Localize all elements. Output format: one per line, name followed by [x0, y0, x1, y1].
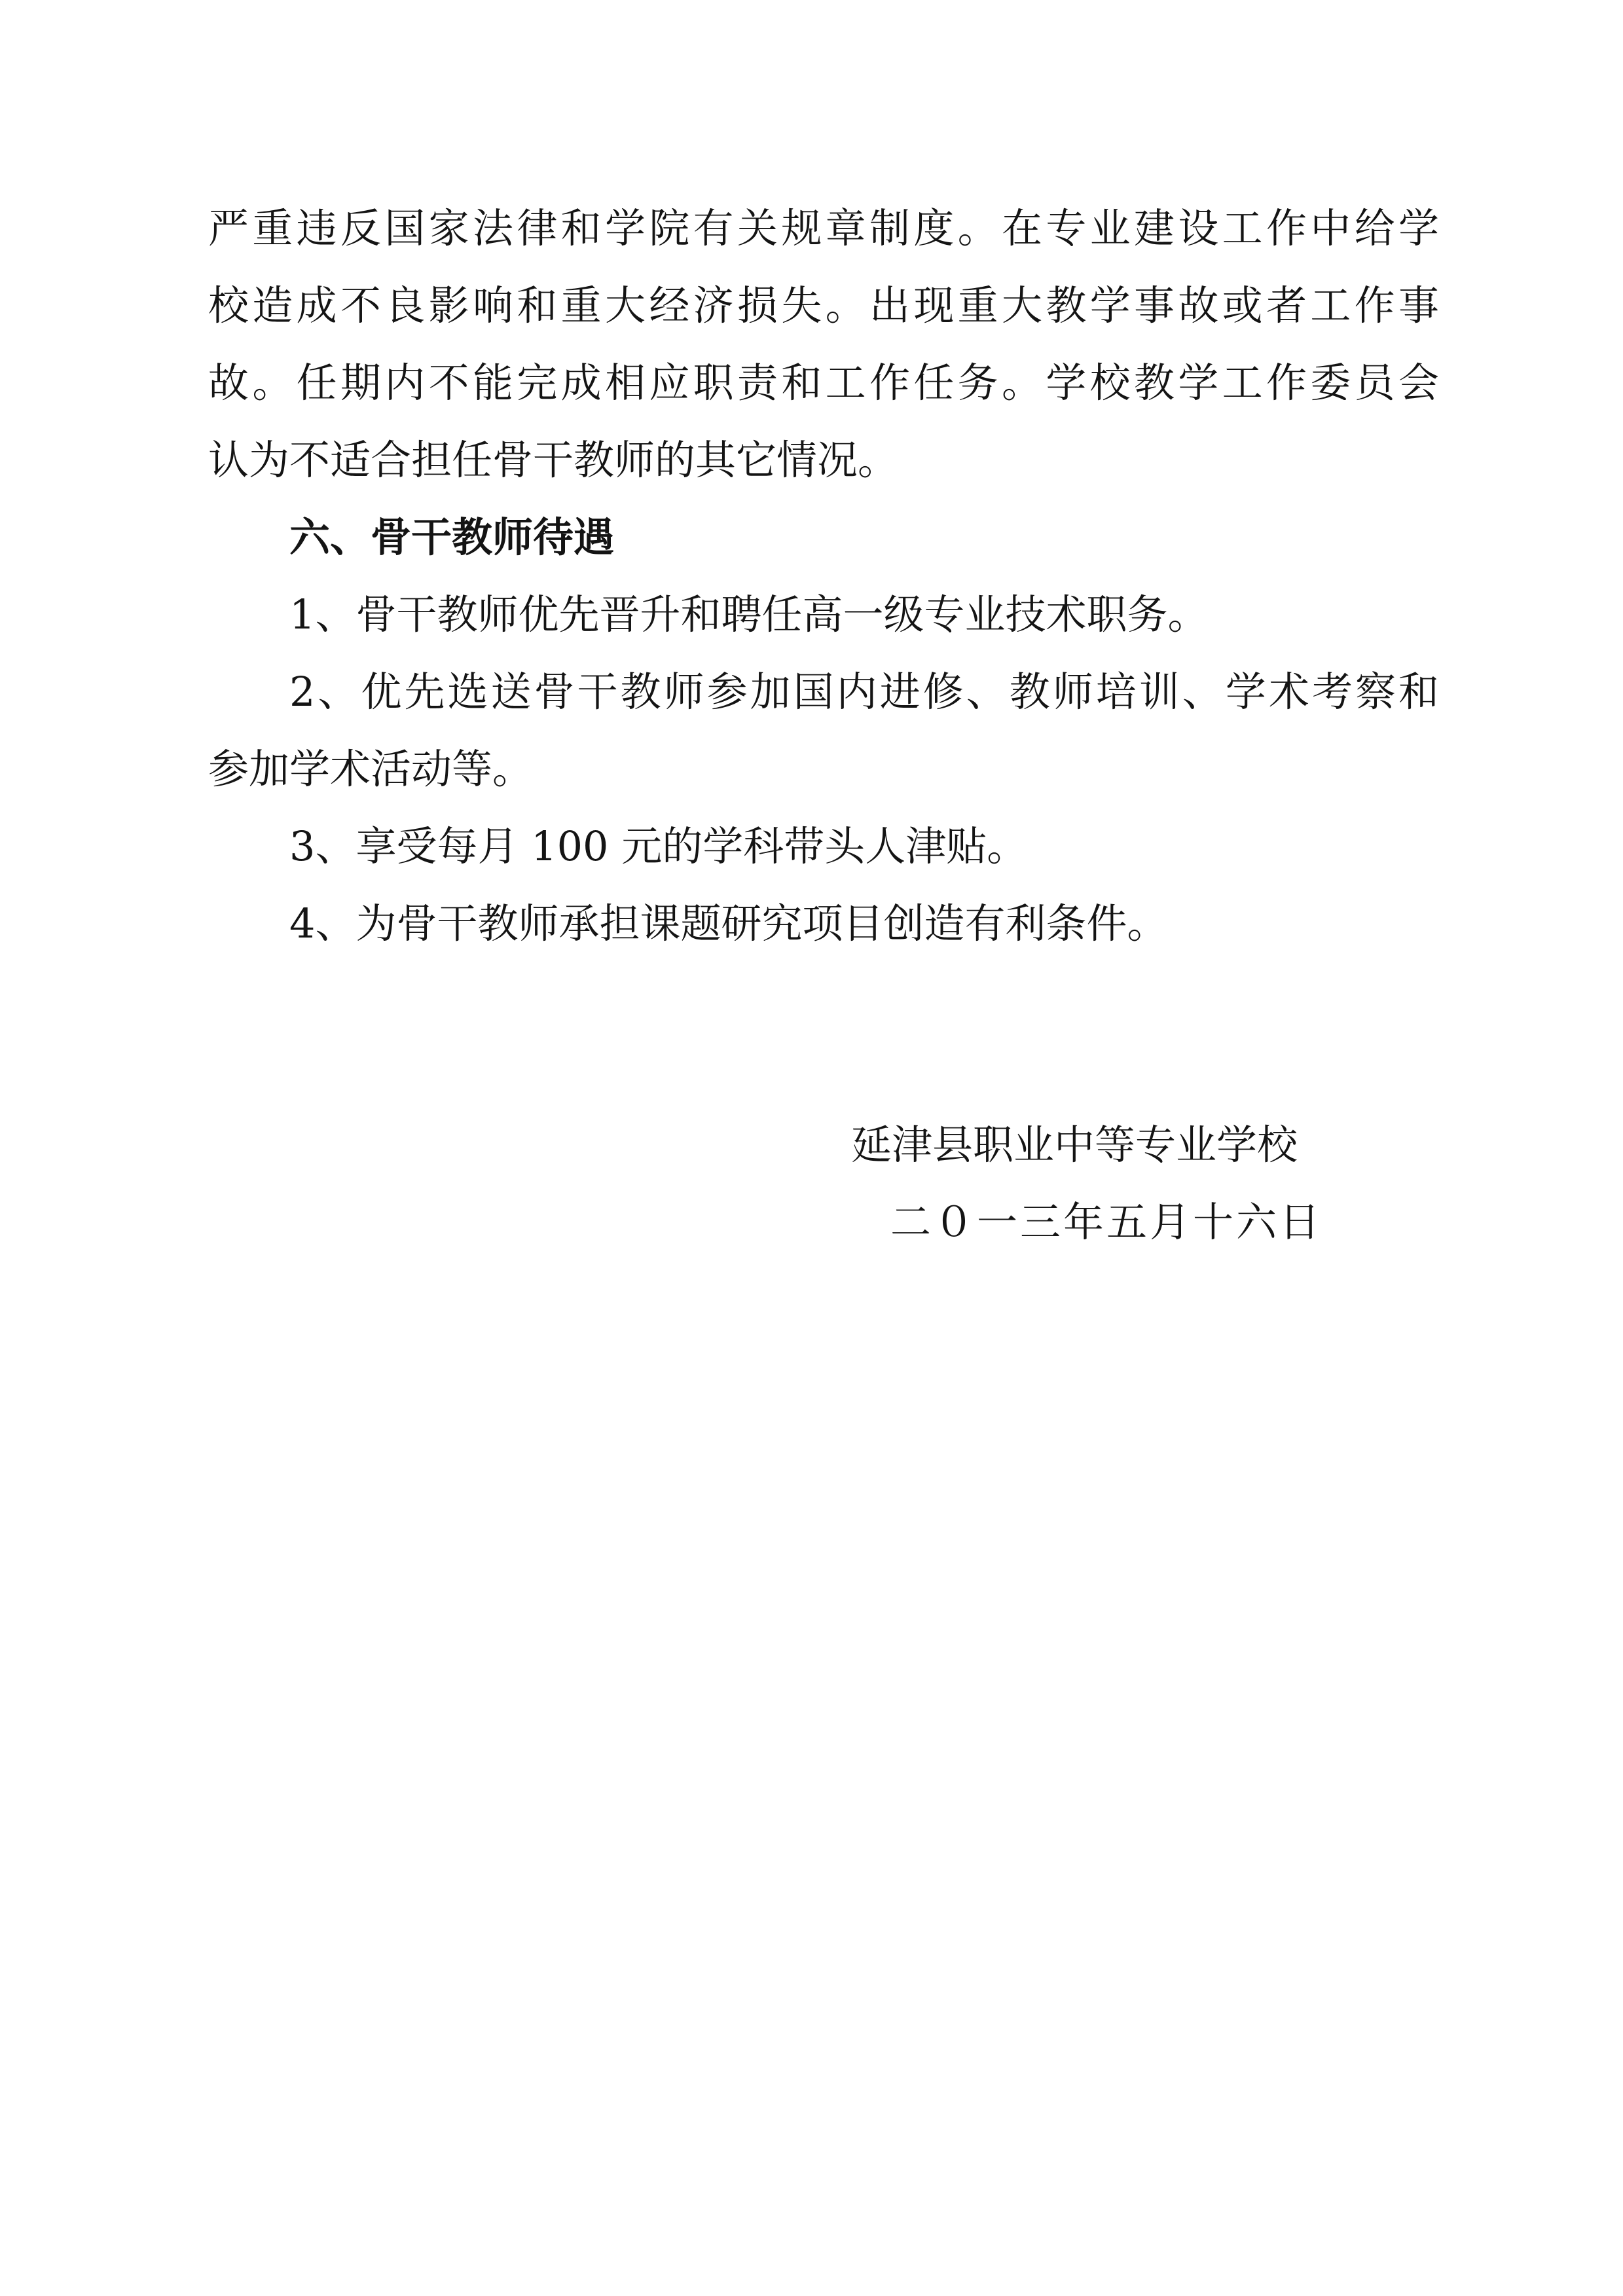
body-text — [208, 190, 1439, 962]
paragraph-line: 严重违反国家法律和学院有关规章制度。在专业建设工作中给学 — [208, 204, 1439, 252]
signature-organization: 延津县职业中等专业学校 — [851, 1121, 1298, 1169]
list-item: 4、为骨干教师承担课题研究项目创造有利条件。 — [289, 900, 1168, 947]
list-item: 2、优先选送骨干教师参加国内进修、教师培训、学术考察和 — [289, 668, 1439, 716]
signature-block — [851, 1106, 1375, 1261]
list-item-continuation: 参加学术活动等。 — [208, 745, 534, 793]
list-item: 1、骨干教师优先晋升和聘任高一级专业技术职务。 — [289, 591, 1209, 638]
section-heading: 六、骨干教师待遇 — [289, 513, 615, 561]
paragraph-line: 校造成不良影响和重大经济损失。出现重大教学事故或者工作事 — [208, 282, 1439, 329]
paragraph-line: 认为不适合担任骨干教师的其它情况。 — [208, 436, 899, 484]
list-item: 3、享受每月 100 元的学科带头人津贴。 — [289, 822, 1028, 870]
signature-date: 二０一三年五月十六日 — [890, 1198, 1323, 1246]
paragraph-line: 故。任期内不能完成相应职责和工作任务。学校教学工作委员会 — [208, 359, 1439, 407]
